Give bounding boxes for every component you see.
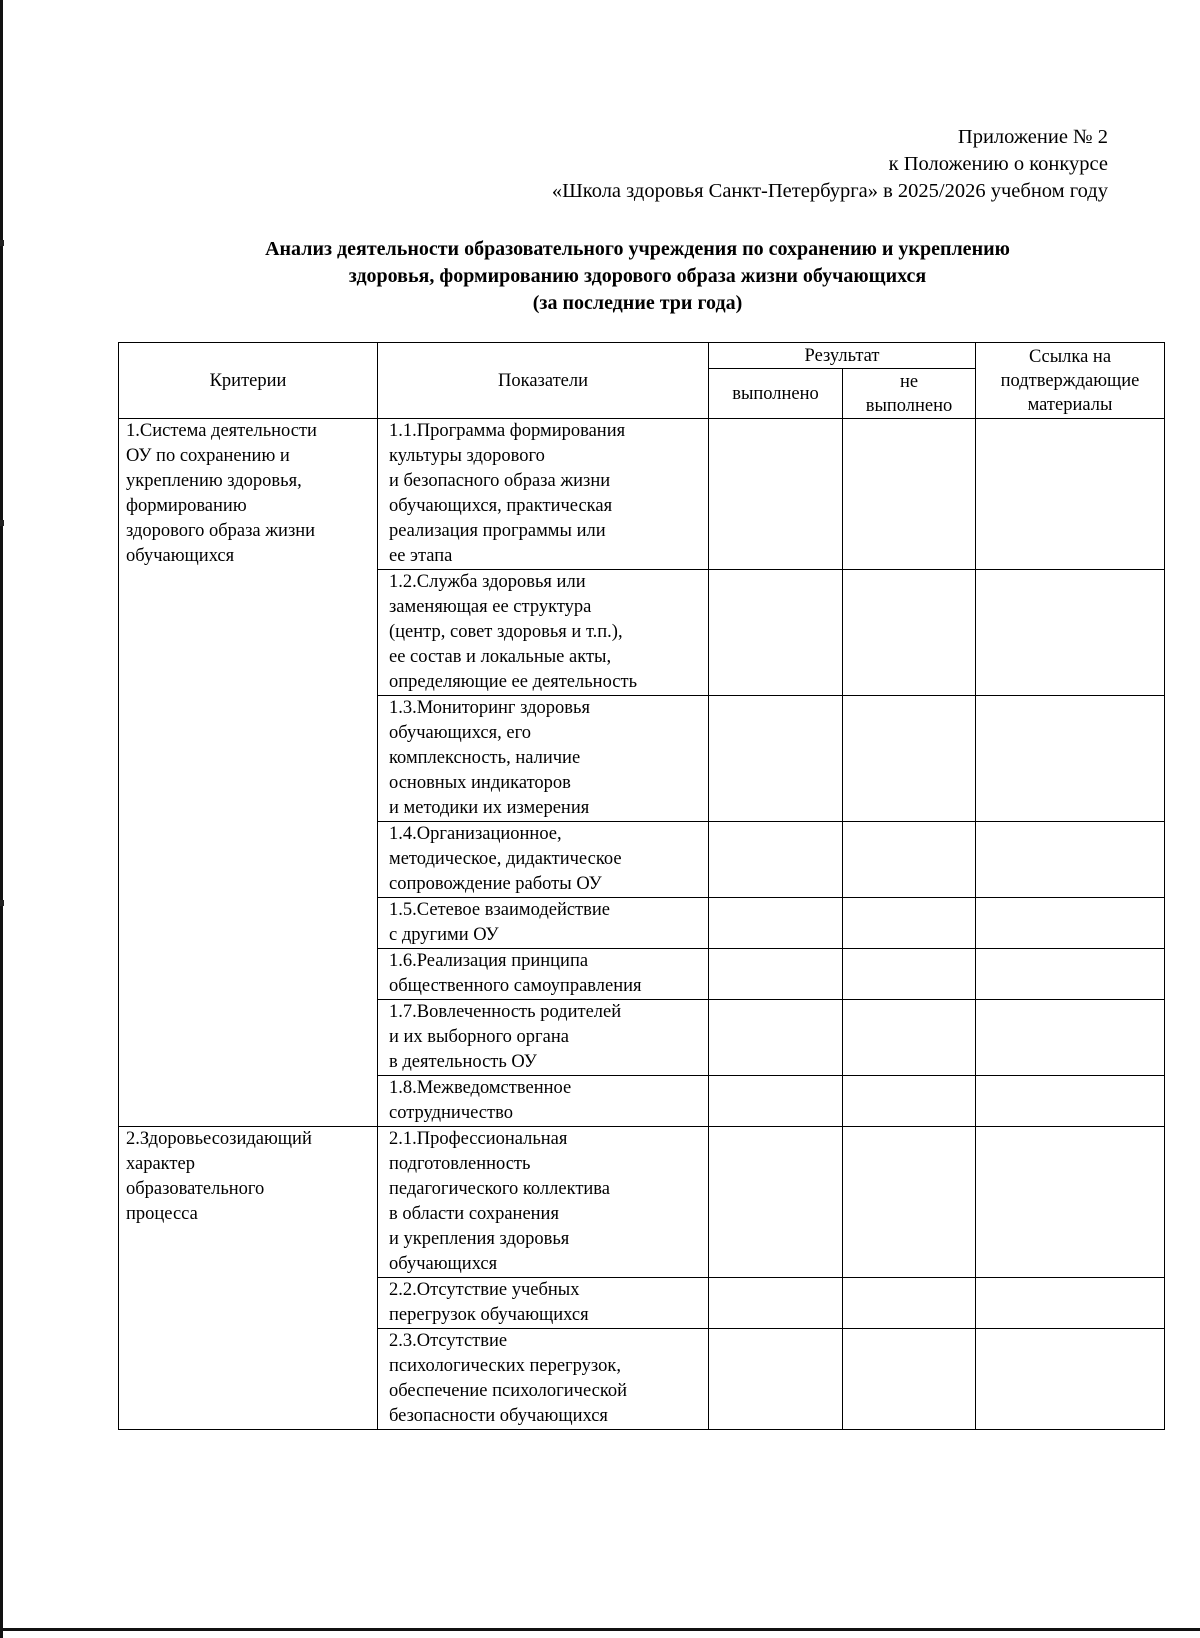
indicator-line: 2.1.Профессиональная bbox=[389, 1129, 568, 1149]
indicator-cell bbox=[378, 1076, 709, 1127]
header-not-done-line: не bbox=[899, 371, 919, 392]
done-cell bbox=[709, 1278, 843, 1329]
indicator-line: 2.3.Отсутствие bbox=[389, 1331, 508, 1351]
indicator-line: и методики их измерения bbox=[389, 798, 590, 818]
indicator-cell bbox=[378, 696, 709, 822]
indicator-line: 1.3.Мониторинг здоровья bbox=[389, 698, 590, 718]
indicator-line: в области сохранения bbox=[389, 1204, 559, 1224]
indicator-line: обеспечение психологической bbox=[389, 1381, 628, 1401]
indicator-line: 1.8.Межведомственное bbox=[389, 1078, 572, 1098]
scan-edge-mark bbox=[0, 240, 4, 246]
header-indicators: Показатели bbox=[378, 343, 709, 419]
indicator-line: и безопасного образа жизни bbox=[389, 471, 611, 491]
criterion-line: образовательного bbox=[126, 1179, 265, 1199]
criterion-line: 1.Система деятельности bbox=[126, 421, 317, 441]
scan-edge-mark bbox=[0, 900, 4, 906]
criterion-cell bbox=[119, 419, 378, 1127]
link-cell bbox=[976, 1329, 1165, 1430]
indicator-line: обучающихся bbox=[389, 1254, 498, 1274]
indicator-line: ее состав и локальные акты, bbox=[389, 647, 612, 667]
indicator-line: общественного самоуправления bbox=[389, 976, 642, 996]
indicator-cell bbox=[378, 570, 709, 696]
not-done-cell bbox=[843, 1076, 976, 1127]
done-cell bbox=[709, 1000, 843, 1076]
criterion-cell bbox=[119, 1127, 378, 1430]
done-cell bbox=[709, 570, 843, 696]
indicator-line: ее этапа bbox=[389, 546, 453, 566]
criterion-line: обучающихся bbox=[126, 546, 235, 566]
done-cell bbox=[709, 898, 843, 949]
link-cell bbox=[976, 1000, 1165, 1076]
not-done-cell bbox=[843, 419, 976, 570]
not-done-cell bbox=[843, 570, 976, 696]
indicator-line: сотрудничество bbox=[389, 1103, 513, 1123]
done-cell bbox=[709, 696, 843, 822]
header-not-done bbox=[843, 369, 976, 419]
indicator-line: реализация программы или bbox=[389, 521, 606, 541]
table-row bbox=[119, 419, 1165, 570]
indicator-line: 1.1.Программа формирования bbox=[389, 421, 626, 441]
header-result: Результат bbox=[709, 343, 976, 369]
indicator-line: безопасности обучающихся bbox=[389, 1406, 608, 1426]
indicator-line: 2.2.Отсутствие учебных bbox=[389, 1280, 580, 1300]
indicator-line: обучающихся, его bbox=[389, 723, 531, 743]
indicator-line: (центр, совет здоровья и т.п.), bbox=[389, 622, 623, 642]
header-done: выполнено bbox=[709, 369, 843, 419]
criterion-line: здорового образа жизни bbox=[126, 521, 316, 541]
indicator-cell bbox=[378, 1127, 709, 1278]
appendix-reference: к Положению о конкурсе bbox=[888, 153, 1108, 175]
indicator-cell bbox=[378, 898, 709, 949]
indicator-line: подготовленность bbox=[389, 1154, 531, 1174]
not-done-cell bbox=[843, 1000, 976, 1076]
title-line: здоровья, формированию здорового образа жизни обучающихся bbox=[348, 265, 927, 287]
indicator-line: комплексность, наличие bbox=[389, 748, 581, 768]
header-link-line: Ссылка на bbox=[1028, 346, 1112, 367]
done-cell bbox=[709, 1329, 843, 1430]
analysis-table bbox=[118, 342, 1165, 1430]
indicator-line: методическое, дидактическое bbox=[389, 849, 622, 869]
indicator-line: основных индикаторов bbox=[389, 773, 571, 793]
done-cell bbox=[709, 822, 843, 898]
indicator-line: 1.4.Организационное, bbox=[389, 824, 562, 844]
appendix-note bbox=[552, 124, 1108, 205]
not-done-cell bbox=[843, 1329, 976, 1430]
header-link bbox=[976, 343, 1165, 419]
indicator-line: 1.7.Вовлеченность родителей bbox=[389, 1002, 622, 1022]
indicator-line: 1.6.Реализация принципа bbox=[389, 951, 589, 971]
indicator-line: 1.5.Сетевое взаимодействие bbox=[389, 900, 610, 920]
done-cell bbox=[709, 419, 843, 570]
table-body bbox=[119, 419, 1165, 1430]
table-row bbox=[119, 1127, 1165, 1278]
indicator-cell bbox=[378, 1000, 709, 1076]
criterion-line: 2.Здоровьесозидающий bbox=[126, 1129, 312, 1149]
criterion-line: формированию bbox=[126, 496, 247, 516]
not-done-cell bbox=[843, 898, 976, 949]
title-line: (за последние три года) bbox=[532, 292, 743, 314]
indicator-line: заменяющая ее структура bbox=[389, 597, 592, 617]
link-cell bbox=[976, 419, 1165, 570]
header-criteria: Критерии bbox=[119, 343, 378, 419]
document-title bbox=[110, 236, 1165, 317]
indicator-cell bbox=[378, 1278, 709, 1329]
criterion-line: укреплению здоровья, bbox=[126, 471, 302, 491]
indicator-line: сопровождение работы ОУ bbox=[389, 874, 602, 894]
not-done-cell bbox=[843, 1127, 976, 1278]
not-done-cell bbox=[843, 949, 976, 1000]
indicator-line: обучающихся, практическая bbox=[389, 496, 613, 516]
indicator-line: в деятельность ОУ bbox=[389, 1052, 537, 1072]
title-line: Анализ деятельности образовательного учреждения по сохранению и укреплению bbox=[265, 238, 1010, 260]
done-cell bbox=[709, 1127, 843, 1278]
indicator-line: и их выборного органа bbox=[389, 1027, 569, 1047]
scan-edge-mark bbox=[0, 520, 4, 526]
link-cell bbox=[976, 570, 1165, 696]
done-cell bbox=[709, 1076, 843, 1127]
indicator-cell bbox=[378, 1329, 709, 1430]
header-not-done-line: выполнено bbox=[865, 395, 953, 416]
indicator-line: 1.2.Служба здоровья или bbox=[389, 572, 586, 592]
table-header bbox=[119, 343, 1165, 419]
indicator-line: с другими ОУ bbox=[389, 925, 499, 945]
link-cell bbox=[976, 1278, 1165, 1329]
link-cell bbox=[976, 696, 1165, 822]
header-link-line: материалы bbox=[1027, 394, 1113, 415]
indicator-line: культуры здорового bbox=[389, 446, 545, 466]
link-cell bbox=[976, 949, 1165, 1000]
not-done-cell bbox=[843, 822, 976, 898]
indicator-cell bbox=[378, 419, 709, 570]
appendix-number: Приложение № 2 bbox=[957, 126, 1108, 148]
link-cell bbox=[976, 1127, 1165, 1278]
not-done-cell bbox=[843, 696, 976, 822]
link-cell bbox=[976, 1076, 1165, 1127]
indicator-cell bbox=[378, 822, 709, 898]
criterion-line: процесса bbox=[126, 1204, 198, 1224]
scan-bottom-edge bbox=[0, 1628, 1200, 1631]
indicator-cell bbox=[378, 949, 709, 1000]
link-cell bbox=[976, 822, 1165, 898]
not-done-cell bbox=[843, 1278, 976, 1329]
criterion-line: ОУ по сохранению и bbox=[126, 446, 290, 466]
done-cell bbox=[709, 949, 843, 1000]
indicator-line: педагогического коллектива bbox=[389, 1179, 611, 1199]
criterion-line: характер bbox=[126, 1154, 195, 1174]
appendix-contest-name: «Школа здоровья Санкт-Петербурга» в 2025/2026 учебном году bbox=[551, 180, 1108, 202]
link-cell bbox=[976, 898, 1165, 949]
header-link-line: подтверждающие bbox=[1000, 370, 1140, 391]
indicator-line: психологических перегрузок, bbox=[389, 1356, 621, 1376]
indicator-line: перегрузок обучающихся bbox=[389, 1305, 589, 1325]
indicator-line: определяющие ее деятельность bbox=[389, 672, 638, 692]
indicator-line: и укрепления здоровья bbox=[389, 1229, 570, 1249]
